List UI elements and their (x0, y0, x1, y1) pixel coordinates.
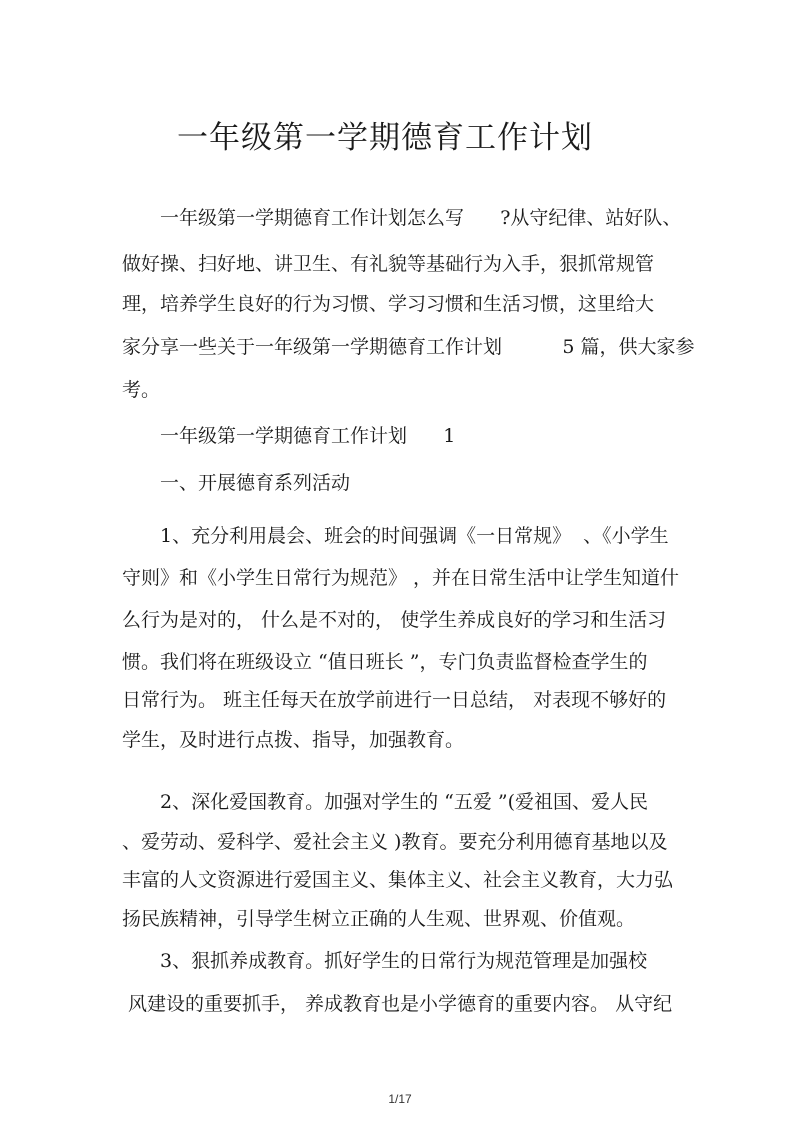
plan-heading: 一年级第一学期德育工作计划 1 (160, 425, 456, 447)
item1-line-2: 守则》和《小学生日常行为规范》 ，并在日常生活中让学生知道什 (122, 567, 680, 589)
page-number: 1/17 (388, 1092, 412, 1106)
item2-line-4: 扬民族精神，引导学生树立正确的人生观、世界观、价值观。 (122, 908, 636, 930)
item1-line-6: 学生，及时进行点拨、指导，加强教育。 (122, 729, 465, 751)
item1-line-5: 日常行为。 班主任每天在放学前进行一日总结， 对表现不够好的 (122, 689, 667, 711)
item2-line-2: 、爱劳动、爱科学、爱社会主义 )教育。要充分利用德育基地以及 (122, 831, 668, 853)
item1-line-4: 惯。我们将在班级设立 “值日班长 ”，专门负责监督检查学生的 (122, 651, 648, 673)
item3-line-2: 风建设的重要抓手， 养成教育也是小学德育的重要内容。 从守纪 (128, 993, 673, 1015)
intro-line-5: 考。 (122, 379, 161, 401)
intro-line-1: 一年级第一学期德育工作计划怎么写 ?从守纪律、站好队、 (160, 207, 682, 229)
document-title: 一年级第一学期德育工作计划 (177, 120, 593, 156)
item1-line-1: 1、充分利用晨会、班会的时间强调《一日常规》 、《小学生 (160, 525, 669, 547)
item2-line-3: 丰富的人文资源进行爱国主义、集体主义、社会主义教育，大力弘 (122, 869, 674, 891)
section-heading: 一、开展德育系列活动 (160, 472, 351, 494)
item1-line-3: 么行为是对的， 什么是不对的， 使学生养成良好的学习和生活习 (122, 609, 667, 631)
intro-line-2: 做好操、扫好地、讲卫生、有礼貌等基础行为入手，狠抓常规管 (122, 253, 655, 275)
item2-line-1: 2、深化爱国教育。加强对学生的 “五爱 ”(爱祖国、爱人民 (160, 791, 649, 813)
item3-line-1: 3、狠抓养成教育。抓好学生的日常行为规范管理是加强校 (160, 950, 648, 972)
intro-line-4: 家分享一些关于一年级第一学期德育工作计划 5 篇，供大家参 (122, 336, 695, 358)
intro-line-3: 理，培养学生良好的行为习惯、学习习惯和生活习惯，这里给大 (122, 293, 655, 315)
